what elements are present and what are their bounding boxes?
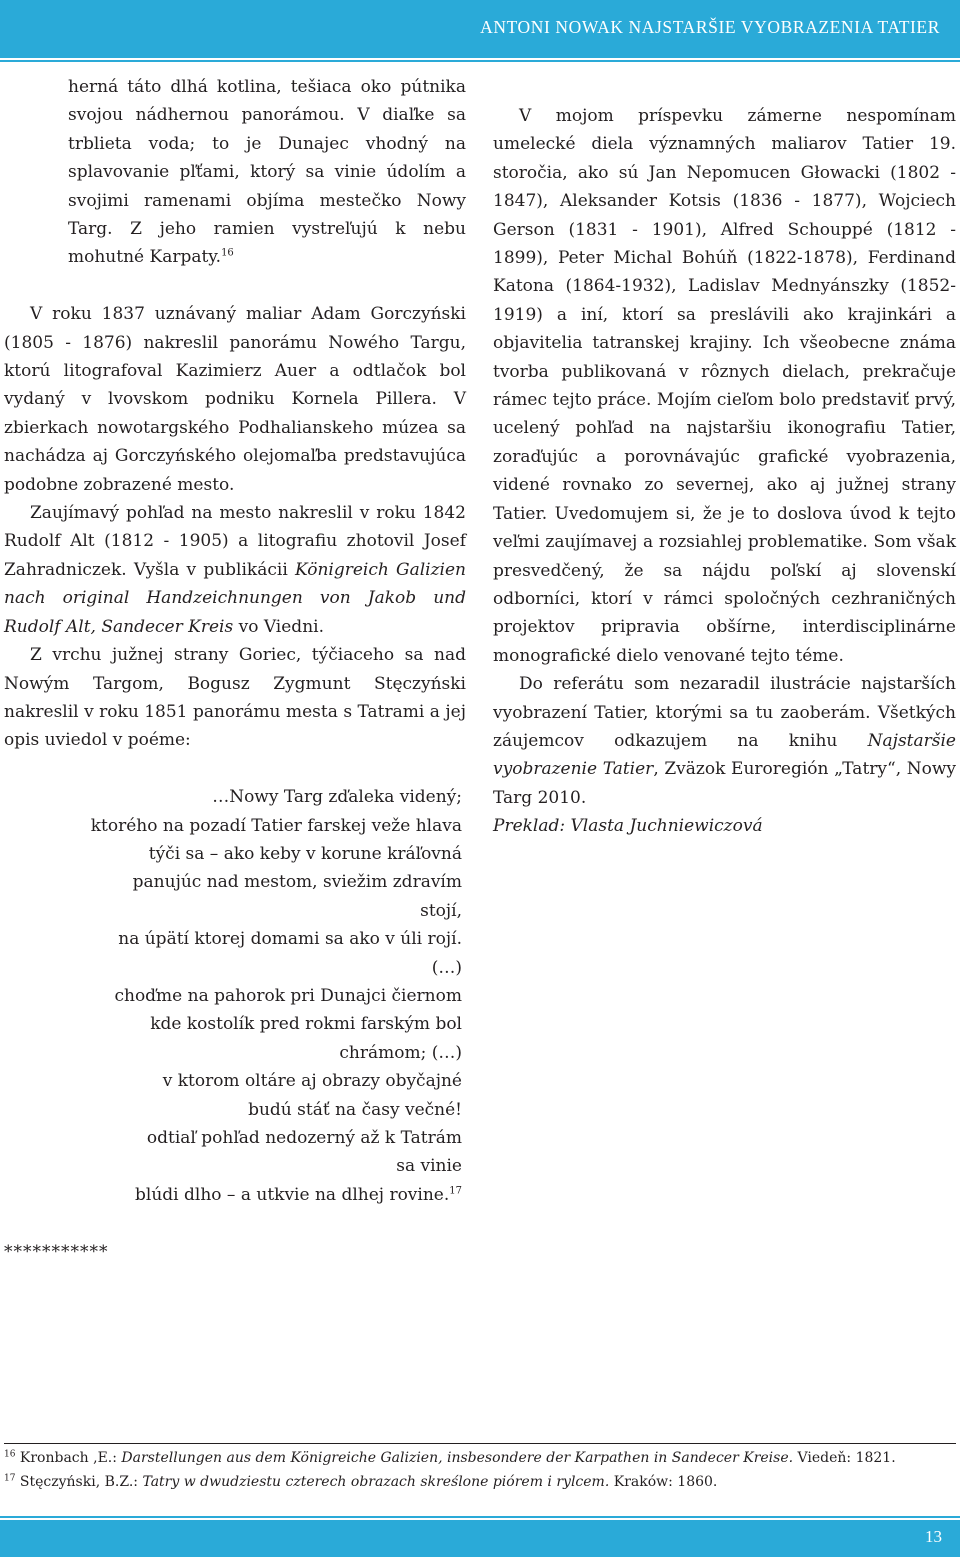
poem-line: (…) xyxy=(431,957,462,978)
poem-line: chrámom; (…) xyxy=(339,1042,462,1063)
section-separator: *********** xyxy=(4,1241,109,1262)
footnote xyxy=(4,1470,956,1494)
footnote-rest: Kraków: 1860. xyxy=(609,1474,718,1490)
footnote-rest: Viedeň: 1821. xyxy=(793,1450,896,1466)
footnote-rule xyxy=(4,1443,956,1444)
poem-line-text: blúdi dlho – a utkvie na dlhej rovine. xyxy=(135,1184,450,1205)
poem-line: ktorého na pozadí Tatier farskej veže hlava xyxy=(90,815,462,836)
poem-line: kde kostolík pred rokmi farským bol xyxy=(150,1014,462,1035)
paragraph xyxy=(4,499,466,641)
poem-line: týči sa – ako keby v korune kráľovná xyxy=(148,843,462,864)
header-rule xyxy=(0,60,960,62)
publication-title: Königreich Galizien nach original Handzeichnungen von Jakob und Rudolf Alt, Sandecer Kreis xyxy=(4,559,466,637)
footnote-title: Darstellungen aus dem Königreiche Galizien, insbesondere der Karpathen in Sandecer Kreise. xyxy=(121,1450,794,1466)
poem-line: choďme na pahorok pri Dunajci čiernom xyxy=(114,985,462,1006)
paragraph-text: herná táto dlhá kotlina, tešiaca oko pútnika svojou nádhernou panorámou. V diaľke sa trblieta voda; to je Dunajec vhodný na splavovanie pľťami, ktorý sa vinie údolím a svojimi ramenami objíma mestečko Nowy Targ. Z jeho ramien vystreľujú k nebu mohutné Karpaty. xyxy=(68,77,466,268)
paragraph: V roku 1837 uznávaný maliar Adam Gorczyński (1805 - 1876) nakreslil panorámu Nowého Targu, ktorú litografoval Kazimierz Auer a odtlačok bol vydaný v lvovskom podniku Kornela Pillera. V zbierkach nowotargského Podhalianskeho múzea sa nachádza aj Gorczyńského olejomaľba predstavujúca podobne zobrazené mesto. xyxy=(4,304,466,495)
translation-credit: Preklad: Vlasta Juchniewiczová xyxy=(493,816,763,837)
footnote xyxy=(4,1446,956,1470)
paragraph-text: Do referátu som nezaradil ilustrácie najstarších vyobrazení Tatier, ktorými sa tu zaoberám. Všetkých záujemcov odkazujem na knihu xyxy=(493,674,956,751)
footnote-author: Stęczyński, B.Z.: xyxy=(19,1474,143,1490)
poem-line: na úpätí ktorej domami sa ako v úli rojí. xyxy=(118,929,462,950)
footnote-ref: 16 xyxy=(221,247,234,259)
book-title: Najstaršie vyobrazenie Tatier xyxy=(493,730,956,780)
footnote-ref: 17 xyxy=(449,1185,462,1197)
footnote-author: Kronbach ,E.: xyxy=(19,1450,122,1466)
paragraph xyxy=(68,73,466,272)
paragraph: V mojom príspevku zámerne nespomínam umelecké diela významných maliarov Tatier 19. storočia, ako sú Jan Nepomucen Głowacki (1802 - 1847), Aleksander Kotsis (1836 - 1877), Wojciech Gerson (1831 - 1901), Alfred Schouppé (1812 - 1899), Peter Michal Bohúň (1822-1878), Ferdinand Katona (1864-1932), Ladislav Mednyánszky (1852-1919) a iní, ktorí sa preslávili ako krajinkári a objavitelia tatranskej krajiny. Ich všeobecne známa tvorba publikovaná v rôznych dielach, prekračuje rámec tejto práce. Mojím cieľom bolo predstaviť prvý, ucelený pohľad na najstaršiu ikonografiu Tatier, zoraďujúc a porovnávajúc grafické vyobrazenia, videné rovnako zo severnej, ako aj južnej strany Tatier. Uvedomujem si, že je to doslova úvod k tejto veľmi zaujímavej a rozsiahlej problematike. Som však presvedčený, že sa nájdu poľskí aj slovenskí odborníci, ktorí v rámci spoločných cezhraničných projektov pripravia obšírne, interdisciplinárne monografické dielo venované tejto téme. xyxy=(493,106,956,666)
paragraph-text: Zaujímavý pohľad na mesto nakreslil v roku 1842 Rudolf Alt (1812 - 1905) a litografiu zhotovil Josef Zahradniczek. Vyšla v publikácii xyxy=(4,503,466,580)
footnote-title: Tatry w dwudziestu czterech obrazach skreślone piórem i rylcem. xyxy=(142,1474,610,1490)
poem xyxy=(4,783,466,1209)
poem-line: stojí, xyxy=(420,900,462,921)
poem-line: sa vinie xyxy=(396,1156,462,1177)
footnote-number: 16 xyxy=(4,1449,16,1460)
paragraph: Z vrchu južnej strany Goriec, týčiaceho sa nad Nowým Targom, Bogusz Zygmunt Stęczyński nakreslil v roku 1851 panorámu mesta s Tatrami a jej opis uviedol v poéme: xyxy=(4,645,466,751)
paragraph xyxy=(493,670,956,812)
poem-line: …Nowy Targ zďaleka videný; xyxy=(212,787,462,808)
poem-line: v ktorom oltáre aj obrazy obyčajné xyxy=(162,1071,462,1092)
paragraph-text: , Zväzok Euroregión „Tatry“, Nowy Targ 2010. xyxy=(493,759,956,808)
poem-line xyxy=(4,1181,462,1209)
page-number: 13 xyxy=(925,1527,942,1546)
right-column xyxy=(493,102,956,841)
footer-rule xyxy=(0,1516,960,1518)
running-header: ANTONI NOWAK NAJSTARŠIE VYOBRAZENIA TATIER xyxy=(480,17,940,37)
page-header xyxy=(0,0,960,58)
left-column xyxy=(4,73,466,1266)
paragraph-text: vo Viedni. xyxy=(233,616,324,637)
poem-line: budú stáť na časy večné! xyxy=(248,1099,462,1120)
footnotes xyxy=(4,1446,956,1494)
poem-line: panujúc nad mestom, sviežim zdravím xyxy=(132,872,462,893)
footnote-number: 17 xyxy=(4,1473,16,1484)
poem-line: odtiaľ pohľad nedozerný až k Tatrám xyxy=(146,1128,462,1148)
page-footer xyxy=(0,1520,960,1557)
